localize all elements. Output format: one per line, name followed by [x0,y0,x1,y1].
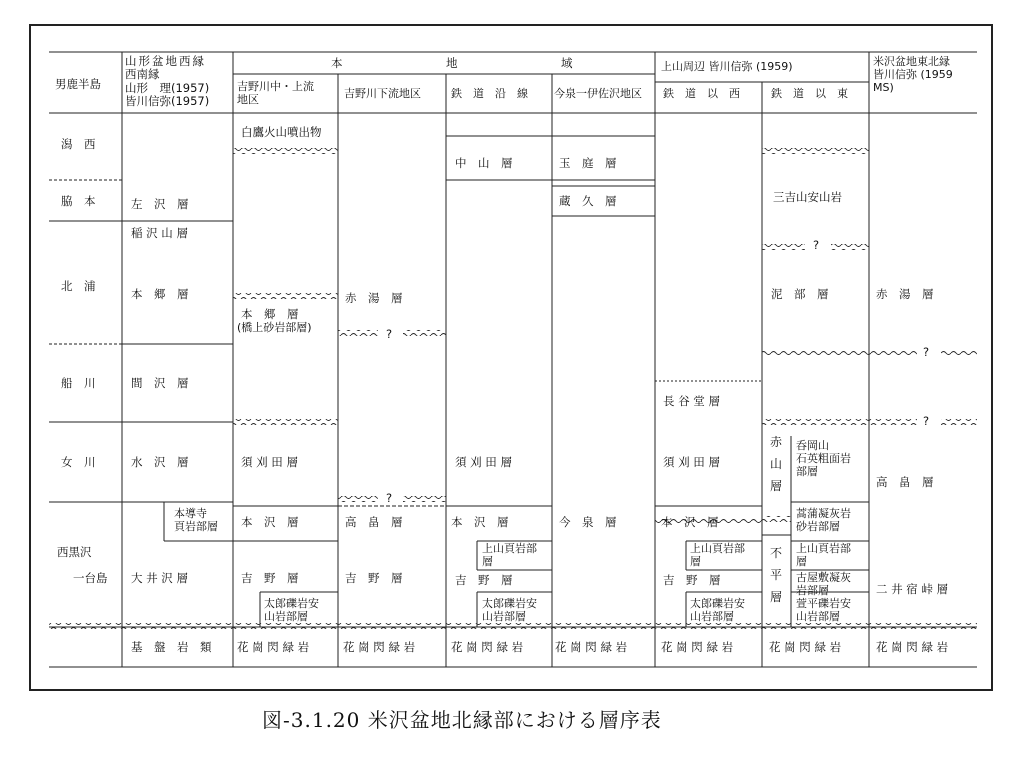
header-yamagata-4: 皆川信弥(1957) [125,94,210,108]
yonezawa-ne-granite: 花 崗 閃 緑 岩 [876,640,949,654]
tetsudo-east-miyoshi: 三吉山安山岩 [773,190,842,204]
tetsudo-east-kami-2: 層 [796,555,807,568]
tetsudo-east-koyashiki-1: 古屋敷凝灰 [796,571,851,584]
stage-wakimoto: 脇 本 [61,194,96,208]
yonezawa-ne-akayu: 赤 湯 層 [876,287,934,301]
yoshino-up-taro-2: 山岩部層 [264,610,308,623]
header-yamagata-1: 山形盆地西縁 [125,54,206,68]
tetsudo-west-hasedo: 長 谷 堂 層 [663,394,720,408]
tetsudo-en-taro-1: 太郎礫岩安 [482,597,537,610]
yonezawa-ne-takahata: 高 畠 層 [876,475,934,489]
stage-funakawa: 船 川 [61,376,96,390]
figure-caption: 図-3.1.20 米沢盆地北縁部における層序表 [262,708,662,732]
tetsudo-en-kaminoyama-2: 層 [482,555,493,568]
header-tetsudo-en: 鉄 道 沿 線 [451,87,528,100]
yoshino-up-shirataka: 白鷹火山噴出物 [241,125,322,139]
tetsudo-east-gooka-1: 呑岡山 [796,439,829,452]
header-tetsudo-east: 鉄 道 以 東 [771,87,848,100]
tetsudo-en-nakayama: 中 山 層 [455,156,513,170]
yoshino-low-yoshino: 吉 野 層 [345,571,403,585]
yamagata-kiban: 基 盤 岩 類 [131,640,212,654]
yoshino-up-honzawa: 本 沢 層 [241,515,299,529]
header-oga: 男鹿半島 [55,77,101,91]
tetsudo-en-granite: 花 崗 閃 緑 岩 [451,640,524,654]
figure-frame [29,24,993,691]
header-honchiiki-3: 域 [561,56,573,70]
tetsudo-en-sukarita: 須 刈 田 層 [455,455,512,469]
tetsudo-east-fuhei: 不平層 [769,546,782,604]
header-honchiiki-2: 地 [446,56,458,70]
stage-onnagawa: 女 川 [61,455,96,469]
imaizumi-imaizumi: 今 泉 層 [559,515,617,529]
tetsudo-east-doro: 泥 部 層 [771,287,829,301]
header-yoshino-up-2: 地区 [237,93,259,106]
imaizumi-kuraku: 蔵 久 層 [559,194,617,208]
stage-katanishi: 潟 西 [61,137,96,151]
tetsudo-west-taro-2: 山岩部層 [690,610,734,623]
tetsudo-east-koyashiki-2: 岩部層 [796,584,829,597]
yonezawa-ne-question-2: ? [923,414,930,428]
stage-daijima: 一台島 [73,571,108,585]
header-yamagata-2: 西南縁 [125,67,160,81]
tetsudo-east-kayahira-2: 山岩部層 [796,610,840,623]
header-yonezawa-ne-2: 皆川信弥 (1959 [873,68,953,81]
yonezawa-ne-question-1: ? [923,345,930,359]
yamagata-hidarisawa: 左 沢 層 [131,197,189,211]
yoshino-low-akayu: 赤 湯 層 [345,291,403,305]
tetsudo-west-taro-1: 太郎礫岩安 [690,597,745,610]
imaizumi-granite: 花 崗 閃 緑 岩 [555,640,628,654]
tetsudo-east-kami-1: 上山頁岩部 [796,542,851,555]
tetsudo-west-kaminoyama-1: 上山頁岩部 [690,542,745,555]
yoshino-up-hongo-2: (橋上砂岩部層) [237,321,312,334]
tetsudo-east-gooka-2: 石英粗面岩 [796,452,851,465]
yoshino-low-question-2: ? [386,491,393,505]
yamagata-mizusawa: 水 沢 層 [131,455,189,469]
yamagata-mazawa: 間 沢 層 [131,376,189,390]
header-honchiiki-1: 本 [331,56,343,70]
yoshino-low-takahata: 高 畠 層 [345,515,403,529]
tetsudo-east-akayama: 赤山層 [769,435,782,493]
tetsudo-en-kaminoyama-1: 上山頁岩部 [482,542,537,555]
tetsudo-west-kaminoyama-2: 層 [690,555,701,568]
tetsudo-west-sukarita: 須 刈 田 層 [663,455,720,469]
header-yoshino-low: 吉野川下流地区 [344,87,421,100]
yamagata-hongo: 本 郷 層 [131,287,189,301]
header-yonezawa-ne-3: MS) [873,81,894,94]
tetsudo-en-yoshino: 吉 野 層 [455,573,513,587]
header-kaminoyama: 上山周辺 皆川信弥 (1959) [661,60,793,73]
imaizumi-tamaniwa: 玉 庭 層 [559,156,617,170]
yoshino-up-granite: 花 崗 閃 緑 岩 [237,640,310,654]
tetsudo-en-honzawa: 本 沢 層 [451,515,509,529]
header-tetsudo-west: 鉄 道 以 西 [663,87,740,100]
tetsudo-west-honzawa: 本 沢 層 [661,515,719,529]
stage-nishikurosawa: 西黒沢 [57,545,92,559]
header-yoshino-up-1: 吉野川中・上流 [237,80,314,93]
yamagata-hondoji-1: 本導寺 [174,507,207,520]
header-yonezawa-ne-1: 米沢盆地東北縁 [873,55,950,68]
tetsudo-west-granite: 花 崗 閃 緑 岩 [661,640,734,654]
tetsudo-en-taro-2: 山岩部層 [482,610,526,623]
yamagata-inasawayama: 稲 沢 山 層 [131,226,188,240]
yoshino-up-yoshino: 吉 野 層 [241,571,299,585]
yoshino-up-sukarita: 須 刈 田 層 [241,455,298,469]
yamagata-oisawa: 大 井 沢 層 [131,571,188,585]
yoshino-low-question-1: ? [386,327,393,341]
yoshino-up-taro-1: 太郎礫岩安 [264,597,319,610]
tetsudo-east-gooka-3: 部層 [796,465,818,478]
tetsudo-east-question: ? [813,238,820,252]
stratigraphy-table-lines [31,26,991,689]
tetsudo-east-granite: 花 崗 閃 緑 岩 [769,640,842,654]
tetsudo-west-yoshino: 吉 野 層 [663,573,721,587]
tetsudo-east-kanbo-2: 砂岩部層 [796,520,840,533]
yoshino-low-granite: 花 崗 閃 緑 岩 [343,640,416,654]
tetsudo-east-kanbo-1: 蒿蒲凝灰岩 [796,507,851,520]
header-yamagata-3: 山形 理(1957) [125,81,210,95]
yoshino-up-hongo-1: 本 郷 層 [241,307,299,321]
yamagata-hondoji-2: 頁岩部層 [174,520,218,533]
header-imaizumi: 今泉一伊佐沢地区 [554,87,642,100]
tetsudo-east-kayahira-1: 萱平礫岩安 [796,597,851,610]
yonezawa-ne-futai: 二 井 宿 峠 層 [876,582,949,596]
stage-kitaura: 北 浦 [61,279,96,293]
